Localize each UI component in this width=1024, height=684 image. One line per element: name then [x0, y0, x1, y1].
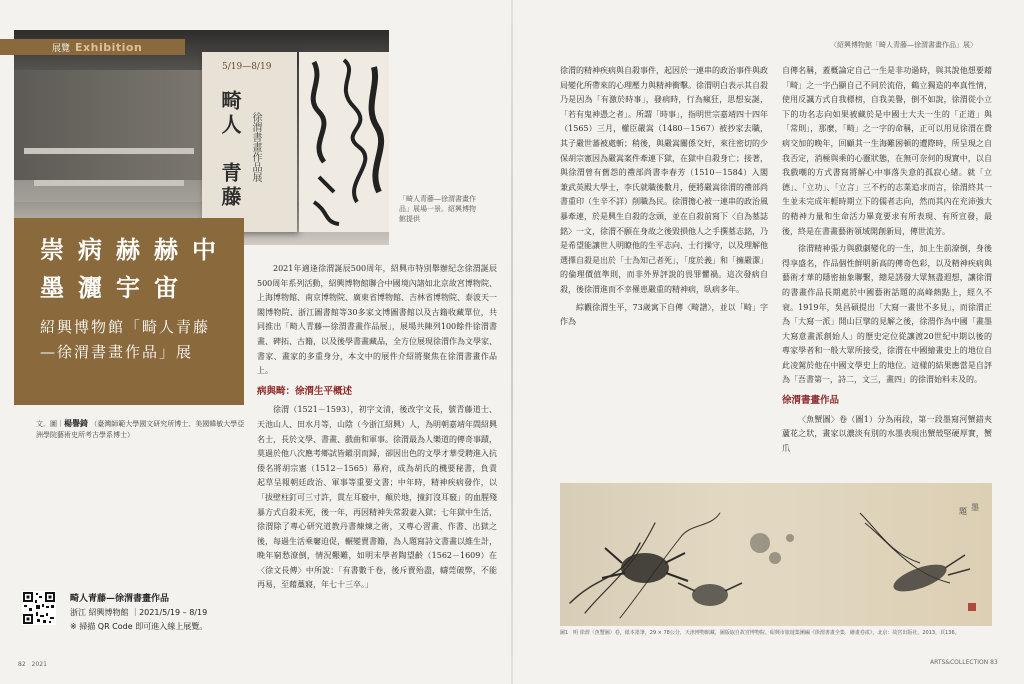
title-block — [14, 218, 244, 405]
info-venue-dates: 浙江 紹興博物館 ｜2021/5/19 – 8/19 — [70, 608, 208, 617]
fish-crab-painting — [560, 483, 992, 626]
info-qr-note: ※ 掃描 QR Code 即可進入線上展覽。 — [70, 622, 208, 631]
banner-title: 畸人 青藤 — [218, 90, 242, 210]
qr-code[interactable] — [22, 591, 56, 625]
subtitle-line2: —徐渭書畫作品」展 — [40, 343, 194, 361]
author-byline: 文．圖｜楊譽錡 （臺灣師範大學國文研究所博士、美國韓敏大學亞洲學院藝術史所考古學系博士） — [36, 419, 245, 439]
section-tag-en: Exhibition — [75, 40, 143, 54]
photo-caption: 「畸人青藤—徐渭書畫作品」展場一景。紹興博物館提供 — [399, 195, 476, 223]
section-tag — [0, 39, 185, 55]
text-column-2 — [560, 64, 768, 476]
summary-paragraph: 綜觀徐渭生平，73歲寓下自傳〈畸譜〉，並以「畸」字作為 — [560, 302, 768, 327]
calligraphy-wall — [299, 52, 389, 232]
exhibition-info — [70, 592, 270, 634]
works-paragraph: 〈魚蟹圖〉卷（圖1）分為兩段，第一段墨寫河蟹錯夾蘆花之狀，畫家以濃淡有別的水墨表現出蟹殼堅硬厚實，蟹爪 — [782, 414, 992, 453]
page-number-right: ARTS&COLLECTION 83 — [930, 659, 998, 666]
section-heading-works: 徐渭書畫作品 — [782, 395, 840, 407]
illness-paragraph: 徐渭的精神疾病與自殺事件，起因於一連串的政治事件與政局變化所帶來的心理壓力與精神衝擊。徐渭明白表示其自殺乃是因為「有激於時事」，發病時，行為瘋狂，思想妄誕，「若有鬼神憑之者」。所謂「時事」，指明世宗嘉靖四十四年（1565）三月，權臣嚴嵩（1480－1567）被抄家去職，其子嚴世蕃被處斬；稍後，與嚴嵩關係交好，來往密切的少保胡宗憲因為嚴嵩案件牽連下獄，在獄中自殺身亡；接著，與徐渭曾有舊怨的禮部尚書李春芳（1510－1584）入閣兼武英殿大學士，李氏就職後數月，便將嚴嵩徐渭的禮部尚書重印（生辛不詳）削職為民。徐渭擔心被一連串的政治風暴牽連，於是興生自殺的念頭，並在自殺前寫下〈自為墓誌銘〉一文，徐渭不願在身故之後毀損他人之手撰墓志銘，乃是希望能讓世人明瞭他的生平志向、士行操守，以及理解他選擇自殺是出於「士為知己者死」，「度於義」和「擁嚴潔」的倫理價值準則，而非外界評說的畏罪懼禍。這次發病自殺，後徐渭進而不幸罹患嚴重的精神病，臥病多年。 — [560, 66, 768, 294]
text-column-1 — [257, 262, 497, 647]
svg-text:題: 題 — [958, 507, 968, 515]
legacy-paragraph: 徐渭精神張力與戲劇變化的一生，加上生前潦倒，身後得享盛名，作品個性鮮明新高的傳奇色彩，以及精神疾病與藝術才華的隱密抽象聯繫，總是誘發大眾無盡遐想，讓徐渭的書畫作品長期處於中國藝術話題的高峰熱點上，經久不衰。1919年，吳昌碩提出「大寫一畫世不多見」，而徐渭正為「大寫一派」開山巨擘的見解之後，徐渭作為中國「畫墨大寫意畫派創始人」的歷史定位從讓渡20世紀中期以後的專家學者和一般大眾所接受，徐渭在中國繪畫史上的地位自此凌駕於他在中國文學史上的地位。這樣的結果應當是自評為「吾書第一，詩二，文三，畫四」的徐渭始料未及的。 — [782, 244, 992, 385]
banner-subtitle: 徐渭書畫作品展 — [250, 112, 261, 182]
painting-caption: 圖1 明 徐渭〈魚蟹圖〉卷，紙本墨筆，29 × 78公分，天津博物館藏，圖版取自故宮博物院、紹興市旅遊集團編《徐渭書畫全集．繪畫卷貳》，北京：故宮出版社，2013，頁136。 — [560, 630, 960, 636]
svg-text:墨: 墨 — [970, 503, 980, 511]
exhibition-photo — [14, 30, 389, 245]
intro-paragraph: 2021年適逢徐渭誕辰500周年，紹興市特別舉辦紀念徐渭誕辰500周年系列活動，紹興博物館聯合中國境內諸如北京故宮博物院、上海博物館、南京博物院、廣東省博物館、吉林省博物院、泰波天一閣博物院、浙江圖書館等30多家文博圖書館以及古籍收藏單位，共同推出「畸人青藤—徐渭書畫作品展」，展場共陳列100餘件徐渭書畫、碑拓、古籍，以及後學書畫藏品，全方位展現徐渭作為文學家、書家、畫家的多重身分，本文中的展件介紹將聚焦在徐渭書畫作品上。 — [257, 264, 497, 376]
section-tag-zh: 展覽 — [52, 43, 71, 54]
page-number-left: 82 2021 — [18, 661, 47, 668]
running-head: 〈紹興博物館「畸人青藤—徐渭書畫作品」展〉 — [830, 41, 977, 49]
main-title-line1: 崇病赫赫中 — [40, 235, 230, 264]
banner-dates: 5/19—8/19 — [222, 62, 272, 72]
text-column-3 — [782, 64, 992, 476]
author-bio: （臺灣師範大學國文研究所博士、美國韓敏大學亞洲學院藝術史所考古學系博士） — [36, 420, 245, 439]
author-name: 楊譽錡 — [64, 419, 88, 428]
main-title-line2: 墨灑宇宙 — [40, 273, 192, 302]
life-paragraph: 徐渭（1521－1593），初字文清，後改字文長，號青藤道士、天池山人、田水月等，山陰（今浙江紹興）人，為明朝嘉靖年間紹興名士，長於文學、書畫、戲曲和軍事。徐渭最為人樂道的傳奇事蹟，莫過於他八次應考鄉試皆鎩羽而歸，卻因出色的文學才華受聘進入抗倭名將胡宗憲（1512－1565）幕府，成為胡氏的機要秘書，負責起草呈報朝廷政治、軍事等重要文書；中年時，精神疾病發作，以「拔壁柱釘可三寸許，貫左耳竅中，顛於地，撞釘沒耳竅」的血腥殘暴方式自殺未死，後一年，再因精神失常殺妻入獄；七年獄中生活，徐渭除了專心研究道教丹書煉煉之術，又專心習畫、作書、出獄之後，每過生活乘窶迫促，輾變賣書籍，為人題寫詩文書畫以維生計，晚年窮愁潦倒，情況艱難，如明末學者陶望齡（1562－1609）在〈徐文長傳〉中所說：「有書數千卷，後斥賣殆盡，幬莞破弊，不能再易，至藉藁寢，年七十三卒。」 — [257, 405, 497, 590]
subtitle-line1: 紹興博物館「畸人青藤 — [40, 318, 211, 336]
spine-fold — [511, 0, 513, 684]
section-heading-life: 病與畸：徐渭生平概述 — [257, 385, 353, 397]
exhibition-banner — [202, 52, 297, 232]
qi-paragraph: 自傳名稱，蓋概論定自己一生是非功過時，與其說他想要藉「畸」之一字凸顯自己不同於流俗，鶴立獨造的率真性情，使用反諷方式自我標榜，自我美譽，倒不如說，徐渭從小立下的功名志向如果被藏於是中國士大夫一生的「正道」與「常則」，那麼，「畸」之一字的命稱，正可以用見徐渭在費病交加的晚年，回顧其一生海難困頓的遭際時，所呈現之自我否定，消極與乘的心靈狀態，在無可奈何的現實中，以自我戲嘲的方式書寫將解心中事落失意的孤寂心緒。就「立德」、「立功」、「立言」三不朽的志業追求而言，徐渭終其一生並未完成年輕時期立下的儒者志向，然而其內在充沛強大的精神力量和生命活力畢竟要求有所表現、有所宣發，最後，終是在書畫藝術領域開創新局，傳世流芳。 — [782, 66, 992, 236]
info-title: 畸人青藤—徐渭書畫作品 — [70, 594, 170, 604]
author-label: 文．圖 — [36, 420, 57, 428]
